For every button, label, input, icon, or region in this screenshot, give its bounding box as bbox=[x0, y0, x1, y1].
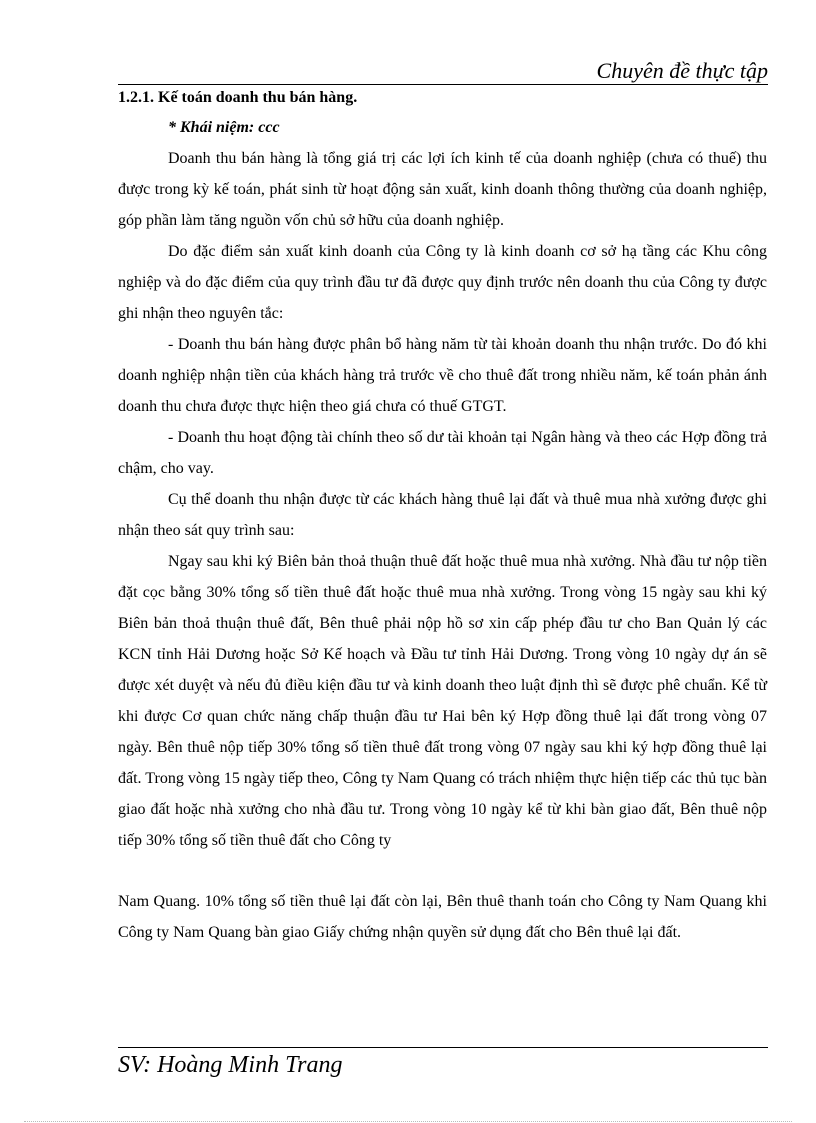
paragraph-4: - Doanh thu hoạt động tài chính theo số dư tài khoản tại Ngân hàng và theo các Hợp đồng trả chậm, cho vay. bbox=[118, 429, 767, 477]
paragraph-1: Doanh thu bán hàng là tổng giá trị các lợi ích kinh tế của doanh nghiệp (chưa có thuế) thu được trong kỳ kế toán, phát sinh từ hoạt động sản xuất, kinh doanh thông thường của doanh nghiệp, góp phần làm tăng nguồn vốn chủ sở hữu của doanh nghiệp. bbox=[118, 150, 767, 229]
paragraph-6: Ngay sau khi ký Biên bản thoả thuận thuê đất hoặc thuê mua nhà xưởng. Nhà đầu tư nộp tiền đặt cọc bằng 30% tổng số tiền thuê đất hoặc thuê mua nhà xưởng. Trong vòng 15 ngày sau khi ký Biên bản thoả thuận thuê đất, Bên thuê phải nộp hồ sơ xin cấp phép đầu tư cho Ban Quản lý các KCN tỉnh Hải Dương hoặc Sở Kế hoạch và Đầu tư tỉnh Hải Dương. Trong vòng 10 ngày dự án sẽ được xét duyệt và nếu đủ điều kiện đầu tư và kinh doanh theo luật định thì sẽ được phê chuẩn. Kể từ khi được Cơ quan chức năng chấp thuận đầu tư Hai bên ký Hợp đồng thuê lại đất trong vòng 07 ngày. Bên thuê nộp tiếp 30% tổng số tiền thuê đất trong vòng 07 ngày sau khi ký hợp đồng thuê lại đất. Trong vòng 15 ngày tiếp theo, Công ty Nam Quang có trách nhiệm thực hiện tiếp các thủ tục bàn giao đất hoặc nhà xưởng cho nhà đầu tư. Trong vòng 10 ngày kể từ khi bàn giao đất, Bên thuê nộp tiếp 30% tổng số tiền thuê đất cho Công ty bbox=[118, 553, 767, 849]
header-title: Chuyên đề thực tập bbox=[596, 58, 768, 83]
paragraph-7: Nam Quang. 10% tổng số tiền thuê lại đất còn lại, Bên thuê thanh toán cho Công ty Nam Quang khi Công ty Nam Quang bàn giao Giấy chứng nhận quyền sử dụng đất cho Bên thuê lại đất. bbox=[118, 893, 767, 941]
section-title: 1.2.1. Kế toán doanh thu bán hàng. bbox=[118, 89, 358, 106]
page-footer bbox=[118, 1047, 768, 1082]
footer-author: SV: Hoàng Minh Trang bbox=[118, 1052, 343, 1078]
page-header bbox=[118, 58, 768, 85]
page-bottom-divider bbox=[24, 1121, 792, 1122]
paragraph-5: Cụ thể doanh thu nhận được từ các khách hàng thuê lại đất và thuê mua nhà xưởng được ghi nhận theo sát quy trình sau: bbox=[118, 491, 767, 539]
paragraph-2: Do đặc điểm sản xuất kinh doanh của Công ty là kinh doanh cơ sở hạ tầng các Khu công nghiệp và do đặc điểm của quy trình đầu tư đã được quy định trước nên doanh thu của Công ty được ghi nhận theo nguyên tắc: bbox=[118, 243, 767, 322]
concept-subtitle: * Khái niệm: ccc bbox=[168, 119, 280, 136]
document-body bbox=[118, 84, 767, 948]
paragraph-3: - Doanh thu bán hàng được phân bổ hàng năm từ tài khoản doanh thu nhận trước. Do đó khi doanh nghiệp nhận tiền của khách hàng trả trước về cho thuê đất trong nhiều năm, kế toán phản ánh doanh thu chưa được thực hiện theo giá chưa có thuế GTGT. bbox=[118, 336, 767, 415]
